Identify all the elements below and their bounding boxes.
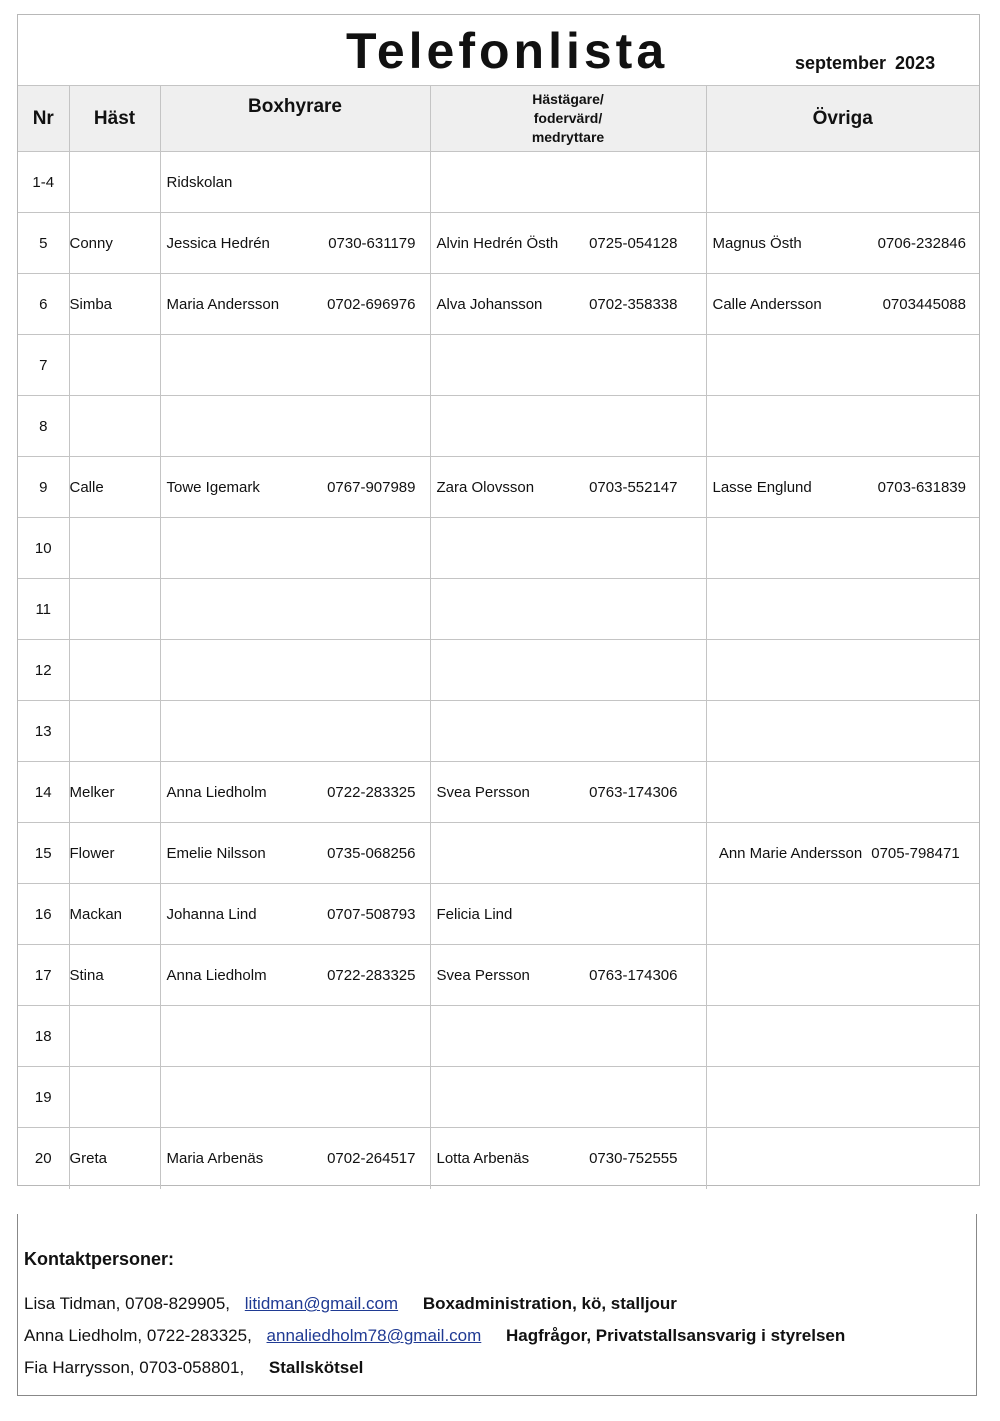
cell-hast [69,701,160,762]
cell-hast [69,1006,160,1067]
table-row [18,945,979,1006]
boxhyrare-phone: 0722-283325 [327,966,416,984]
cell-nr: 16 [18,884,69,945]
hastagare-phone: 0703-552147 [589,478,678,496]
page-date: september 2023 [795,53,936,73]
cell-nr: 15 [18,823,69,884]
boxhyrare-name: Anna Liedholm [166,966,267,984]
boxhyrare-phone: 0702-264517 [327,1149,416,1167]
hastagare-phone: 0763-174306 [589,966,678,984]
table-row [18,1006,979,1067]
cell-boxhyrare [160,1067,430,1128]
contact-email-link[interactable]: annaliedholm78@gmail.com [266,1326,482,1345]
cell-boxhyrare [160,823,430,884]
cell-hast [69,518,160,579]
table-row [18,335,979,396]
contact-role: Hagfrågor, Privatstallsansvarig i styrelsen [506,1326,846,1345]
table-row [18,1067,979,1128]
col-header-hastagare-line: Hästägare/ [532,91,604,107]
cell-hastagare [430,274,706,335]
cell-nr: 18 [18,1006,69,1067]
cell-ovriga [706,1006,979,1067]
table-row [18,457,979,518]
cell-boxhyrare [160,152,430,213]
contacts-title: Kontaktpersoner: [24,1249,175,1269]
cell-boxhyrare [160,518,430,579]
col-header-nr: Nr [18,86,69,152]
cell-hast [69,396,160,457]
cell-nr: 17 [18,945,69,1006]
cell-boxhyrare [160,396,430,457]
table-row [18,762,979,823]
boxhyrare-name: Towe Igemark [166,478,260,496]
col-header-ovriga: Övriga [706,86,979,152]
cell-hastagare [430,1067,706,1128]
table-row [18,1128,979,1189]
contact-box [17,1214,977,1396]
ovriga-name: Calle Andersson [712,295,822,313]
cell-hast: Mackan [69,884,160,945]
cell-ovriga [706,762,979,823]
hastagare-name: Alvin Hedrén Östh [436,234,559,252]
phone-list-sheet [17,14,980,1186]
cell-nr: 19 [18,1067,69,1128]
cell-nr: 8 [18,396,69,457]
cell-ovriga [706,640,979,701]
boxhyrare-name: Johanna Lind [166,905,257,923]
contact-line [24,1326,845,1346]
contact-name-phone: Anna Liedholm, 0722-283325, [24,1326,252,1345]
cell-boxhyrare [160,945,430,1006]
table-row [18,518,979,579]
hastagare-phone: 0702-358338 [589,295,678,313]
col-header-hastagare-line: fodervärd/ [533,110,603,126]
boxhyrare-phone: 0707-508793 [327,905,416,923]
cell-nr: 14 [18,762,69,823]
cell-hastagare [430,945,706,1006]
ovriga-name: Ann Marie Andersson [718,844,863,862]
cell-hastagare [430,640,706,701]
contact-email-link[interactable]: litidman@gmail.com [244,1294,399,1313]
cell-ovriga [706,701,979,762]
cell-nr: 5 [18,213,69,274]
cell-hast: Calle [69,457,160,518]
boxhyrare-name: Jessica Hedrén [166,234,270,252]
ovriga-phone: 0705-798471 [871,844,960,862]
hastagare-name: Svea Persson [436,966,530,984]
hastagare-phone: 0730-752555 [589,1149,678,1167]
contact-line [24,1358,363,1378]
hastagare-name: Felicia Lind [436,905,513,923]
cell-hastagare [430,457,706,518]
table-row [18,213,979,274]
cell-hast [69,579,160,640]
hastagare-name: Svea Persson [436,783,530,801]
col-header-hastagare-line: medryttare [531,129,605,145]
table-row [18,579,979,640]
col-header-boxhyrare: Boxhyrare [160,86,430,152]
boxhyrare-name: Maria Andersson [166,295,280,313]
boxhyrare-phone: 0767-907989 [327,478,416,496]
cell-boxhyrare [160,213,430,274]
cell-hast: Conny [69,213,160,274]
cell-boxhyrare [160,884,430,945]
cell-nr: 20 [18,1128,69,1189]
contact-name-phone: Lisa Tidman, 0708-829905, [24,1294,231,1313]
cell-hast: Greta [69,1128,160,1189]
cell-hastagare [430,823,706,884]
cell-hastagare [430,762,706,823]
hastagare-name: Lotta Arbenäs [436,1149,530,1167]
cell-hast: Stina [69,945,160,1006]
contact-role: Boxadministration, kö, stalljour [422,1294,677,1313]
hastagare-phone: 0725-054128 [589,234,678,252]
boxhyrare-phone: 0722-283325 [327,783,416,801]
cell-hast [69,335,160,396]
cell-boxhyrare [160,640,430,701]
cell-ovriga [706,823,979,884]
cell-ovriga [706,213,979,274]
cell-hast [69,640,160,701]
cell-ovriga [706,945,979,1006]
table-row [18,274,979,335]
cell-boxhyrare [160,762,430,823]
cell-hastagare [430,701,706,762]
table-header-row [18,86,979,152]
contact-role: Stallskötsel [268,1358,364,1377]
table-row [18,823,979,884]
cell-ovriga [706,579,979,640]
cell-hastagare [430,579,706,640]
ovriga-name: Lasse Englund [712,478,812,496]
cell-nr: 12 [18,640,69,701]
cell-hastagare [430,396,706,457]
ovriga-name: Magnus Östh [712,234,802,252]
cell-nr: 10 [18,518,69,579]
cell-boxhyrare [160,1128,430,1189]
cell-ovriga [706,152,979,213]
cell-hast: Melker [69,762,160,823]
table-row [18,396,979,457]
boxhyrare-name: Maria Arbenäs [166,1149,264,1167]
cell-ovriga [706,457,979,518]
page-title: Telefonlista [346,23,669,79]
phone-table [18,85,979,1189]
cell-nr: 9 [18,457,69,518]
ovriga-phone: 0703-631839 [877,478,966,496]
cell-ovriga [706,884,979,945]
cell-hastagare [430,1006,706,1067]
col-header-hastagare [430,86,706,152]
cell-boxhyrare [160,274,430,335]
boxhyrare-phone: 0735-068256 [327,844,416,862]
cell-hast [69,152,160,213]
cell-nr: 6 [18,274,69,335]
cell-ovriga [706,1067,979,1128]
cell-hastagare [430,884,706,945]
cell-hastagare [430,152,706,213]
table-row [18,152,979,213]
boxhyrare-name: Ridskolan [166,173,233,191]
col-header-hast: Häst [69,86,160,152]
cell-boxhyrare [160,1006,430,1067]
table-row [18,884,979,945]
cell-hast: Flower [69,823,160,884]
cell-ovriga [706,1128,979,1189]
cell-nr: 1-4 [18,152,69,213]
boxhyrare-name: Anna Liedholm [166,783,267,801]
table-row [18,701,979,762]
cell-hast: Simba [69,274,160,335]
cell-nr: 13 [18,701,69,762]
boxhyrare-phone: 0730-631179 [328,234,416,252]
boxhyrare-name: Emelie Nilsson [166,844,266,862]
boxhyrare-phone: 0702-696976 [327,295,416,313]
cell-hastagare [430,1128,706,1189]
ovriga-phone: 0706-232846 [877,234,966,252]
cell-hastagare [430,518,706,579]
cell-nr: 7 [18,335,69,396]
cell-boxhyrare [160,579,430,640]
cell-boxhyrare [160,457,430,518]
cell-ovriga [706,335,979,396]
cell-hastagare [430,213,706,274]
contact-line [24,1294,677,1314]
hastagare-phone: 0763-174306 [589,783,678,801]
cell-ovriga [706,274,979,335]
cell-ovriga [706,396,979,457]
hastagare-name: Alva Johansson [436,295,543,313]
cell-boxhyrare [160,701,430,762]
cell-nr: 11 [18,579,69,640]
ovriga-phone: 0703445088 [882,295,966,313]
cell-hast [69,1067,160,1128]
cell-ovriga [706,518,979,579]
table-row [18,640,979,701]
cell-hastagare [430,335,706,396]
contact-name-phone: Fia Harrysson, 0703-058801, [24,1358,245,1377]
cell-boxhyrare [160,335,430,396]
hastagare-name: Zara Olovsson [436,478,535,496]
title-row [18,15,979,86]
